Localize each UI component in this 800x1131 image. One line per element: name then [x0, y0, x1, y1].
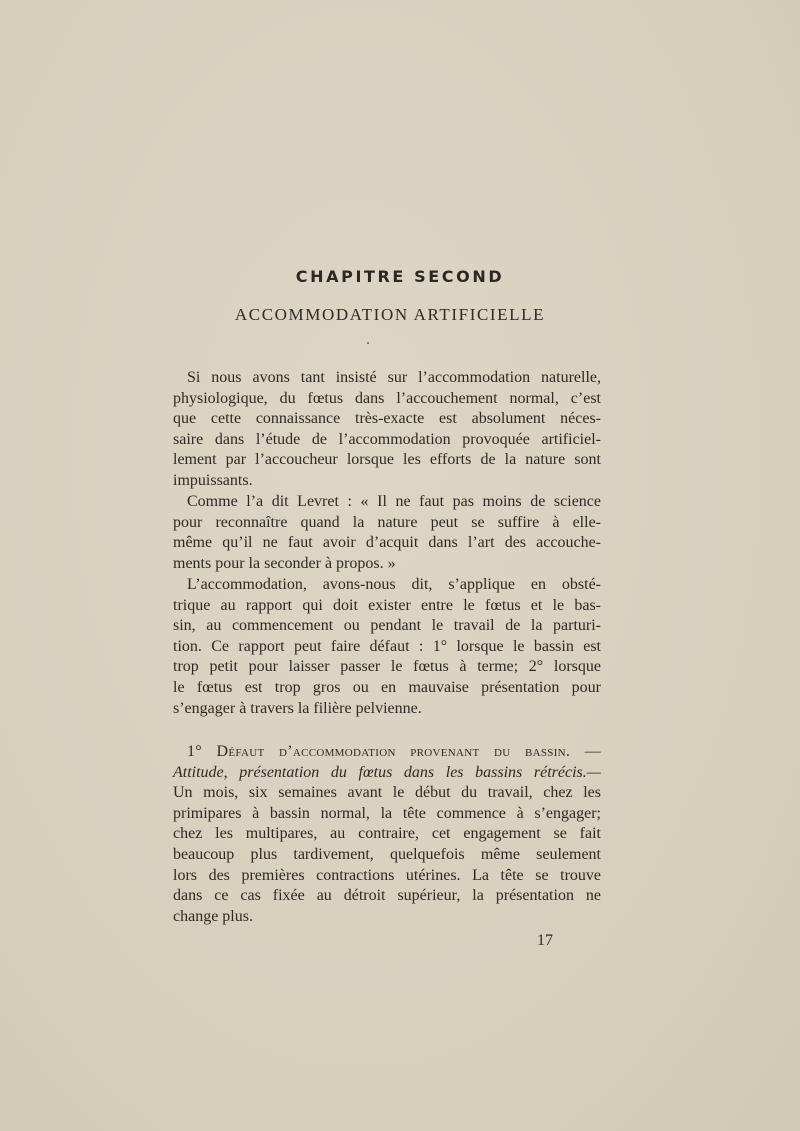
text-line: sin, au commencement ou pendant le travail de la parturi-	[173, 617, 601, 635]
section-subheading: Attitude, présentation du fœtus dans les bassins rétrécis.—	[173, 763, 601, 781]
text-line: Un mois, six semaines avant le début du travail, chez les	[173, 784, 601, 802]
paragraph-3	[173, 575, 601, 719]
text-line: physiologique, du fœtus dans l’accouchement normal, c’est	[173, 389, 601, 407]
text-line: lement par l’accoucheur lorsque les efforts de la nature sont	[173, 451, 601, 469]
section-heading: 1° Défaut d’accommodation provenant du bassin. —	[187, 743, 601, 760]
ornament-dot: •	[366, 340, 371, 348]
text-line: dans ce cas fixée au détroit supérieur, la présentation ne	[173, 887, 601, 905]
text-line: Si nous avons tant insisté sur l’accommodation naturelle,	[187, 369, 601, 386]
chapter-title: CHAPITRE SECOND	[295, 267, 505, 286]
text-line: impuissants.	[173, 471, 253, 489]
text-line: ments pour la seconder à propos. »	[173, 554, 396, 572]
paragraph-4	[173, 742, 601, 927]
text-line: L’accommodation, avons-nous dit, s’applique en obsté-	[187, 576, 601, 593]
text-line: Comme l’a dit Levret : « Il ne faut pas moins de science	[187, 493, 601, 510]
section-title: ACCOMMODATION ARTIFICIELLE	[234, 305, 546, 324]
text-line: que cette connaissance très-exacte est absolument néces-	[173, 410, 601, 428]
page-number: 17	[537, 932, 553, 949]
paragraph-2	[173, 492, 601, 574]
text-line: beaucoup plus tardivement, quelquefois même seulement	[173, 845, 601, 863]
text-line: change plus.	[173, 907, 253, 925]
text-line: chez les multipares, au contraire, cet engagement se fait	[173, 825, 601, 843]
paragraph-1	[173, 368, 601, 492]
text-line: saire dans l’étude de l’accommodation provoquée artificiel-	[173, 430, 601, 448]
text-line: trique au rapport qui doit exister entre le fœtus et le bas-	[173, 596, 601, 614]
text-line: trop petit pour laisser passer le fœtus à terme; 2° lorsque	[173, 658, 601, 676]
text-line: pour reconnaître quand la nature peut se suffire à elle-	[173, 513, 601, 531]
text-line: même qu’il ne faut avoir d’acquit dans l’art des accouche-	[173, 534, 601, 552]
text-line: le fœtus est trop gros ou en mauvaise présentation pour	[173, 678, 601, 696]
text-line: tion. Ce rapport peut faire défaut : 1° lorsque le bassin est	[173, 637, 601, 655]
text-line: s’engager à travers la filière pelvienne.	[173, 699, 422, 717]
text-line: lors des premières contractions utérines. La tête se trouve	[173, 866, 601, 884]
text-line: primipares à bassin normal, la tête commence à s’engager;	[173, 804, 601, 822]
